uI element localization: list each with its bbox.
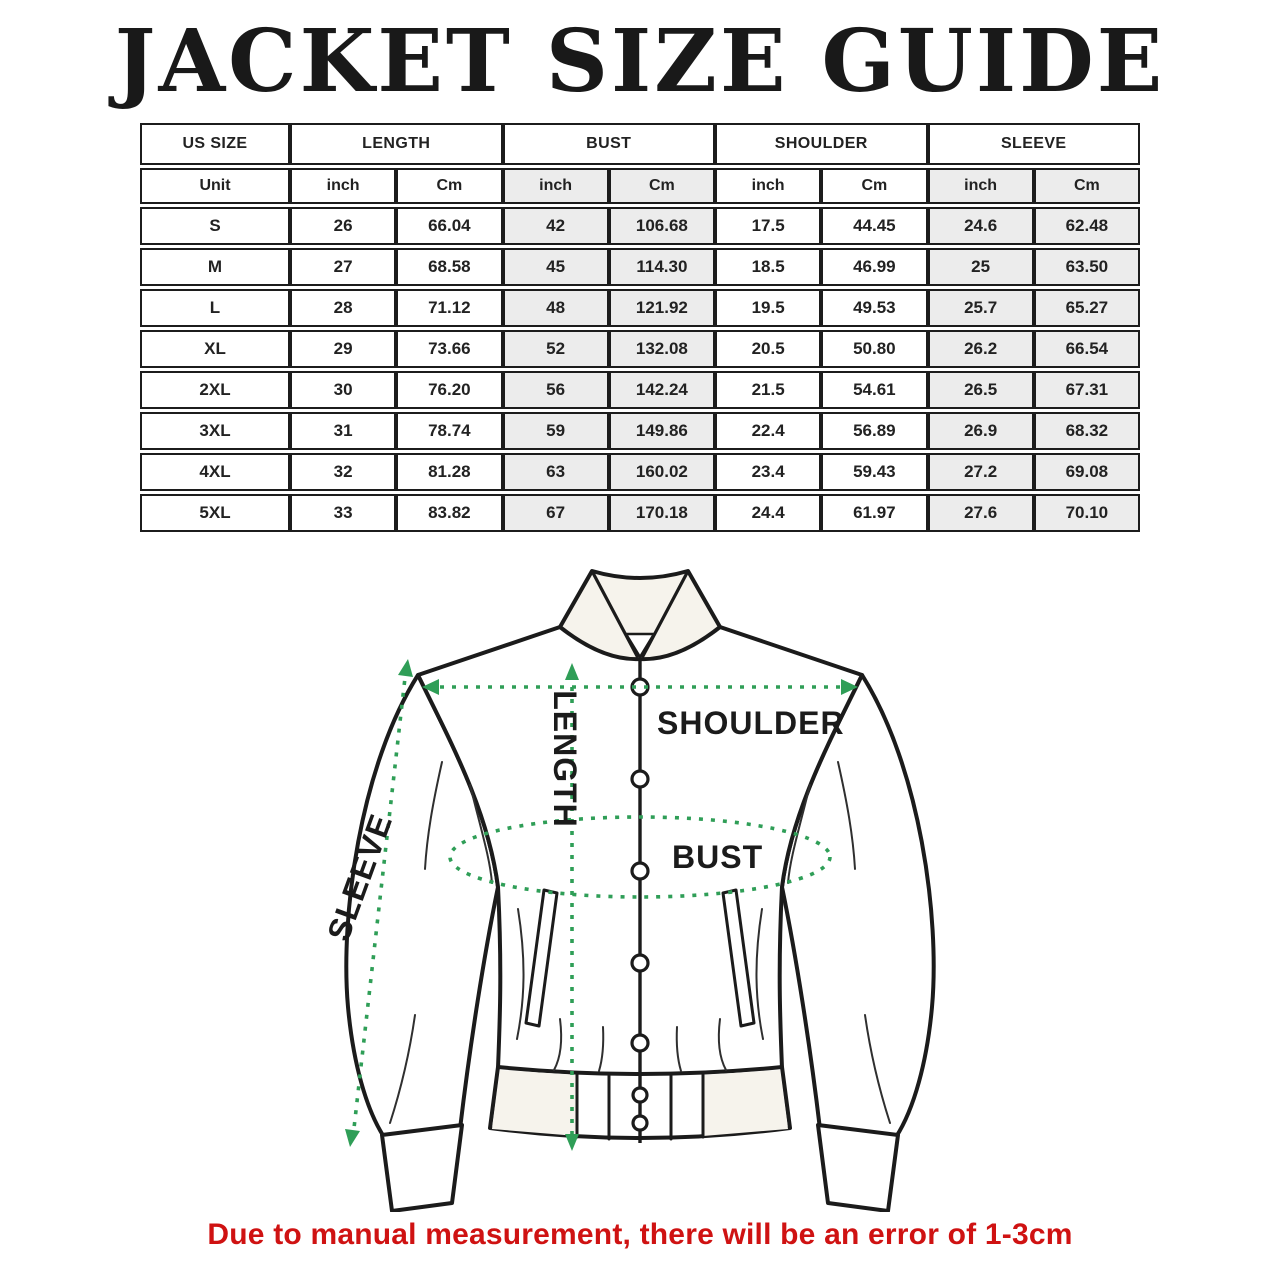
measurement-cell: 26 xyxy=(290,207,396,245)
measurement-cell: 49.53 xyxy=(821,289,927,327)
measurement-cell: 50.80 xyxy=(821,330,927,368)
measurement-cell: 45 xyxy=(503,248,609,286)
measurement-cell: 28 xyxy=(290,289,396,327)
col-group-shoulder: SHOULDER xyxy=(715,123,928,165)
measurement-cell: 142.24 xyxy=(609,371,715,409)
col-group-length: LENGTH xyxy=(290,123,503,165)
measurement-cell: 78.74 xyxy=(396,412,502,450)
size-label-cell: M xyxy=(140,248,290,286)
unit-cell: inch xyxy=(715,168,821,204)
measurement-cell: 19.5 xyxy=(715,289,821,327)
jacket-diagram xyxy=(320,547,960,1212)
unit-cell: Cm xyxy=(1034,168,1140,204)
size-label-cell: 5XL xyxy=(140,494,290,532)
size-row xyxy=(140,453,1140,491)
measurement-cell: 30 xyxy=(290,371,396,409)
measurement-cell: 68.58 xyxy=(396,248,502,286)
measurement-cell: 56 xyxy=(503,371,609,409)
size-row xyxy=(140,289,1140,327)
size-row xyxy=(140,412,1140,450)
unit-cell: inch xyxy=(290,168,396,204)
measurement-cell: 63 xyxy=(503,453,609,491)
size-label-cell: L xyxy=(140,289,290,327)
size-row xyxy=(140,371,1140,409)
measurement-cell: 20.5 xyxy=(715,330,821,368)
measurement-error-note: Due to manual measurement, there will be an error of 1-3cm xyxy=(207,1218,1073,1251)
arrowhead xyxy=(565,1134,579,1151)
col-group-bust: BUST xyxy=(503,123,716,165)
measurement-cell: 46.99 xyxy=(821,248,927,286)
waistband-panel-left xyxy=(492,1070,577,1136)
measurement-cell: 42 xyxy=(503,207,609,245)
measurement-cell: 27.6 xyxy=(928,494,1034,532)
snap-button xyxy=(632,1035,648,1051)
measurement-cell: 26.2 xyxy=(928,330,1034,368)
measurement-cell: 67 xyxy=(503,494,609,532)
measurement-cell: 59.43 xyxy=(821,453,927,491)
measurement-cell: 23.4 xyxy=(715,453,821,491)
measurement-cell: 106.68 xyxy=(609,207,715,245)
right-cuff xyxy=(818,1125,898,1211)
shoulder-label: SHOULDER xyxy=(657,705,845,741)
measurement-cell: 149.86 xyxy=(609,412,715,450)
measurement-cell: 26.9 xyxy=(928,412,1034,450)
size-table xyxy=(140,120,1140,535)
measurement-cell: 17.5 xyxy=(715,207,821,245)
measurement-cell: 26.5 xyxy=(928,371,1034,409)
length-label: LENGTH xyxy=(547,690,583,828)
size-row xyxy=(140,494,1140,532)
unit-cell: inch xyxy=(503,168,609,204)
table-group-header-row xyxy=(140,123,1140,165)
measurement-cell: 66.04 xyxy=(396,207,502,245)
sleeve-label: SLEEVE xyxy=(320,808,400,946)
snap-button xyxy=(632,863,648,879)
unit-cell: Cm xyxy=(609,168,715,204)
measurement-cell: 24.4 xyxy=(715,494,821,532)
measurement-cell: 33 xyxy=(290,494,396,532)
measurement-cell: 61.97 xyxy=(821,494,927,532)
measurement-cell: 62.48 xyxy=(1034,207,1140,245)
measurement-cell: 160.02 xyxy=(609,453,715,491)
measurement-cell: 71.12 xyxy=(396,289,502,327)
measurement-cell: 56.89 xyxy=(821,412,927,450)
table-unit-row xyxy=(140,168,1140,204)
size-label-cell: 3XL xyxy=(140,412,290,450)
measurement-cell: 32 xyxy=(290,453,396,491)
size-label-cell: 2XL xyxy=(140,371,290,409)
measurement-cell: 132.08 xyxy=(609,330,715,368)
snap-button xyxy=(633,1116,647,1130)
measurement-cell: 52 xyxy=(503,330,609,368)
measurement-cell: 63.50 xyxy=(1034,248,1140,286)
measurement-cell: 83.82 xyxy=(396,494,502,532)
measurement-cell: 59 xyxy=(503,412,609,450)
col-group-us-size: US SIZE xyxy=(140,123,290,165)
measurement-cell: 31 xyxy=(290,412,396,450)
snap-button xyxy=(633,1088,647,1102)
measurement-cell: 29 xyxy=(290,330,396,368)
arrowhead xyxy=(398,659,413,677)
size-row xyxy=(140,207,1140,245)
measurement-cell: 70.10 xyxy=(1034,494,1140,532)
waistband-panel-right xyxy=(703,1070,788,1136)
unit-cell: inch xyxy=(928,168,1034,204)
measurement-cell: 54.61 xyxy=(821,371,927,409)
size-label-cell: 4XL xyxy=(140,453,290,491)
unit-cell: Cm xyxy=(396,168,502,204)
measurement-cell: 25 xyxy=(928,248,1034,286)
left-cuff xyxy=(382,1125,462,1211)
measurement-cell: 81.28 xyxy=(396,453,502,491)
measurement-cell: 21.5 xyxy=(715,371,821,409)
measurement-cell: 18.5 xyxy=(715,248,821,286)
size-label-cell: S xyxy=(140,207,290,245)
arrowhead xyxy=(345,1129,360,1147)
size-label-cell: XL xyxy=(140,330,290,368)
measurement-cell: 66.54 xyxy=(1034,330,1140,368)
snap-button xyxy=(632,955,648,971)
measurement-cell: 68.32 xyxy=(1034,412,1140,450)
measurement-cell: 67.31 xyxy=(1034,371,1140,409)
unit-cell: Unit xyxy=(140,168,290,204)
measurement-cell: 44.45 xyxy=(821,207,927,245)
measurement-cell: 73.66 xyxy=(396,330,502,368)
unit-cell: Cm xyxy=(821,168,927,204)
measurement-cell: 48 xyxy=(503,289,609,327)
col-group-sleeve: SLEEVE xyxy=(928,123,1141,165)
size-table-body xyxy=(140,207,1140,532)
measurement-cell: 65.27 xyxy=(1034,289,1140,327)
measurement-cell: 24.6 xyxy=(928,207,1034,245)
measurement-cell: 22.4 xyxy=(715,412,821,450)
measurement-cell: 170.18 xyxy=(609,494,715,532)
size-row xyxy=(140,330,1140,368)
size-row xyxy=(140,248,1140,286)
jacket-measurement-illustration xyxy=(320,547,960,1212)
measurement-cell: 121.92 xyxy=(609,289,715,327)
page-title: JACKET SIZE GUIDE xyxy=(114,11,1166,112)
bust-label: BUST xyxy=(672,839,764,875)
measurement-cell: 69.08 xyxy=(1034,453,1140,491)
measurement-cell: 27.2 xyxy=(928,453,1034,491)
measurement-cell: 25.7 xyxy=(928,289,1034,327)
measurement-cell: 114.30 xyxy=(609,248,715,286)
measurement-cell: 76.20 xyxy=(396,371,502,409)
snap-button xyxy=(632,771,648,787)
measurement-cell: 27 xyxy=(290,248,396,286)
